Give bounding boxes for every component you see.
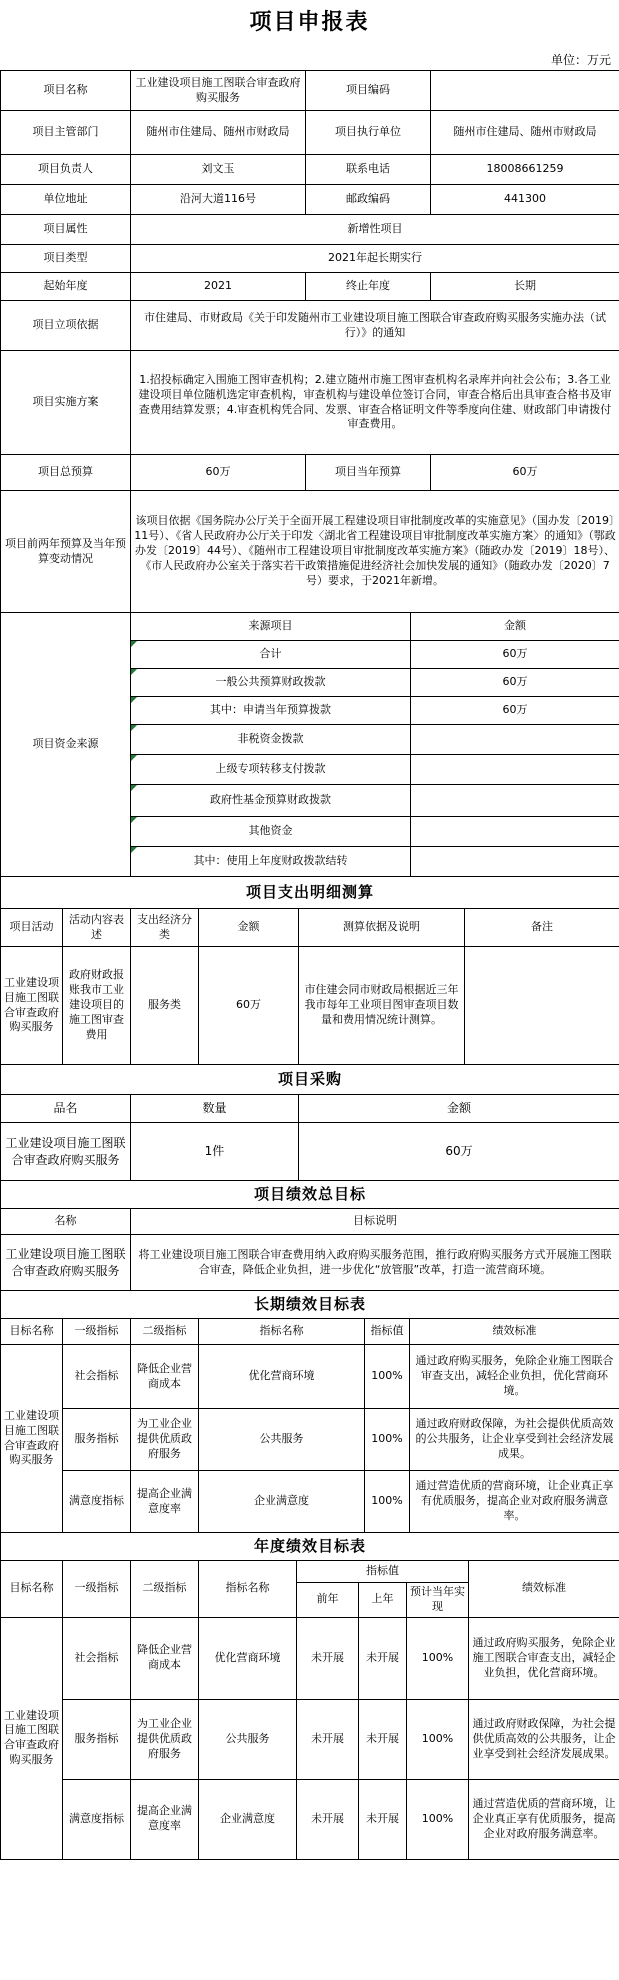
funds-row-item: 其中：申请当年预算拨款 — [131, 697, 411, 725]
annual-prev2: 未开展 — [297, 1779, 359, 1859]
performance-goal-desc: 将工业建设项目施工图联合审查费用纳入政府购买服务范围，推行政府购买服务方式开展施工图联合审查，降低企业负担，进一步优化“放管服”改革，打造一流营商环境。 — [131, 1235, 619, 1291]
expense-activity: 工业建设项目施工图联合审查政府购买服务 — [1, 947, 63, 1065]
annual-target-table — [0, 1532, 619, 1860]
annual-header-name: 指标名称 — [199, 1561, 297, 1618]
zip-value: 441300 — [431, 185, 619, 215]
longterm-target-name: 工业建设项目施工图联合审查政府购买服务 — [1, 1345, 63, 1533]
longterm-header-l2: 二级指标 — [131, 1319, 199, 1345]
type-value: 2021年起长期实行 — [131, 245, 619, 273]
annual-subheader-prev1: 上年 — [359, 1583, 407, 1618]
longterm-l2: 为工业企业提供优质政府服务 — [131, 1409, 199, 1471]
performance-header-desc: 目标说明 — [131, 1209, 619, 1235]
annual-header-value: 指标值 — [297, 1561, 469, 1583]
expense-content: 政府财政报账我市工业建设项目的施工图审查费用 — [63, 947, 131, 1065]
longterm-value: 100% — [365, 1345, 410, 1409]
zip-label: 邮政编码 — [306, 185, 431, 215]
annual-header-target: 目标名称 — [1, 1561, 63, 1618]
funds-row-amount — [411, 817, 619, 847]
procurement-item-name: 工业建设项目施工图联合审查政府购买服务 — [1, 1123, 131, 1181]
funds-row-amount — [411, 755, 619, 785]
expense-section-title: 项目支出明细测算 — [1, 877, 619, 909]
performance-goal-table — [0, 1180, 619, 1291]
project-code-label: 项目编码 — [306, 71, 431, 111]
annual-header-std: 绩效标准 — [469, 1561, 619, 1618]
phone-value: 18008661259 — [431, 155, 619, 185]
funds-row-amount: 60万 — [411, 697, 619, 725]
dept-value: 随州市住建局、随州市财政局 — [131, 111, 306, 155]
owner-label: 项目负责人 — [1, 155, 131, 185]
funds-row-item: 上级专项转移支付拨款 — [131, 755, 411, 785]
longterm-header-name: 指标名称 — [199, 1319, 365, 1345]
longterm-std: 通过政府财政保障，为社会提供优质高效的公共服务，让企业享受到社会经济发展成果。 — [410, 1409, 619, 1471]
funds-source-header: 来源项目 — [131, 613, 411, 641]
annual-prev1: 未开展 — [359, 1779, 407, 1859]
annual-subheader-prev2: 前年 — [297, 1583, 359, 1618]
annual-std: 通过营造优质的营商环境，让企业真正享有优质服务，提高企业对政府服务满意率。 — [469, 1779, 619, 1859]
budget-change-value: 该项目依据《国务院办公厅关于全面开展工程建设项目审批制度改革的实施意见》（国办发〔2019〕11号）、《省人民政府办公厅关于印发〈湖北省工程建设项目审批制度改革实施方案〉的通知》（鄂政办发〔2019〕44号）、《随州市工程建设项目审批制度改革实施方案》（随政办发〔2019〕18号）、《市人民政府办公室关于落实若干政策措施促进经济社会加快发展的通知》（随政办发〔2020〕7号）要求，于2021年新增。 — [131, 491, 619, 613]
type-label: 项目类型 — [1, 245, 131, 273]
longterm-l1: 服务指标 — [63, 1409, 131, 1471]
annual-indicator: 公共服务 — [199, 1699, 297, 1779]
expense-header-category: 支出经济分类 — [131, 909, 199, 947]
expense-header-note: 备注 — [465, 909, 619, 947]
longterm-l2: 降低企业营商成本 — [131, 1345, 199, 1409]
attr-label: 项目属性 — [1, 215, 131, 245]
exec-unit-value: 随州市住建局、随州市财政局 — [431, 111, 619, 155]
funds-table — [0, 612, 619, 877]
annual-prev1: 未开展 — [359, 1699, 407, 1779]
annual-l1: 满意度指标 — [63, 1779, 131, 1859]
performance-goal-name: 工业建设项目施工图联合审查政府购买服务 — [1, 1235, 131, 1291]
plan-value: 1.招投标确定入围施工图审查机构；2.建立随州市施工图审查机构名录库并向社会公布；3.各工业建设项目单位随机选定审查机构，审查机构与建设单位签订合同，审查合格后出具审查合格书及审查费用结算发票；4.审查机构凭合同、发票、审查合格证明文件等季度向住建、财政部门申请拨付审查费用。 — [131, 351, 619, 455]
longterm-std: 通过政府购买服务，免除企业施工图联合审查支出，减轻企业负担，优化营商环境。 — [410, 1345, 619, 1409]
total-budget-value: 60万 — [131, 455, 306, 491]
annual-current: 100% — [407, 1699, 469, 1779]
dept-label: 项目主管部门 — [1, 111, 131, 155]
procurement-header-name: 品名 — [1, 1095, 131, 1123]
funds-row-amount: 60万 — [411, 641, 619, 669]
funds-row-item: 合计 — [131, 641, 411, 669]
procurement-table — [0, 1064, 619, 1181]
expense-header-activity: 项目活动 — [1, 909, 63, 947]
procurement-section-title: 项目采购 — [1, 1065, 619, 1095]
performance-section-title: 项目绩效总目标 — [1, 1181, 619, 1209]
project-name-value: 工业建设项目施工图联合审查政府购买服务 — [131, 71, 306, 111]
annual-prev2: 未开展 — [297, 1617, 359, 1699]
longterm-indicator: 公共服务 — [199, 1409, 365, 1471]
longterm-l1: 社会指标 — [63, 1345, 131, 1409]
longterm-std: 通过营造优质的营商环境，让企业真正享有优质服务，提高企业对政府服务满意率。 — [410, 1471, 619, 1533]
expense-table — [0, 876, 619, 1065]
funds-row-item: 非税资金拨款 — [131, 725, 411, 755]
annual-subheader-current: 预计当年实现 — [407, 1583, 469, 1618]
funds-row-amount — [411, 785, 619, 817]
budget-change-label: 项目前两年预算及当年预算变动情况 — [1, 491, 131, 613]
longterm-indicator: 企业满意度 — [199, 1471, 365, 1533]
expense-header-basis: 测算依据及说明 — [299, 909, 465, 947]
expense-basis: 市住建会同市财政局根据近三年我市每年工业项目图审查项目数量和费用情况统计测算。 — [299, 947, 465, 1065]
owner-value: 刘文玉 — [131, 155, 306, 185]
plan-label: 项目实施方案 — [1, 351, 131, 455]
longterm-header-target: 目标名称 — [1, 1319, 63, 1345]
annual-l2: 降低企业营商成本 — [131, 1617, 199, 1699]
longterm-l1: 满意度指标 — [63, 1471, 131, 1533]
longterm-l2: 提高企业满意度率 — [131, 1471, 199, 1533]
funds-source-label: 项目资金来源 — [1, 613, 131, 877]
annual-prev2: 未开展 — [297, 1699, 359, 1779]
year-budget-label: 项目当年预算 — [306, 455, 431, 491]
longterm-value: 100% — [365, 1471, 410, 1533]
expense-amount: 60万 — [199, 947, 299, 1065]
annual-indicator: 企业满意度 — [199, 1779, 297, 1859]
annual-header-l2: 二级指标 — [131, 1561, 199, 1618]
longterm-value: 100% — [365, 1409, 410, 1471]
funds-row-amount — [411, 725, 619, 755]
phone-label: 联系电话 — [306, 155, 431, 185]
annual-target-name: 工业建设项目施工图联合审查政府购买服务 — [1, 1617, 63, 1859]
longterm-header-std: 绩效标准 — [410, 1319, 619, 1345]
annual-std: 通过政府财政保障，为社会提供优质高效的公共服务，让企业享受到社会经济发展成果。 — [469, 1699, 619, 1779]
attr-value: 新增性项目 — [131, 215, 619, 245]
address-value: 沿河大道116号 — [131, 185, 306, 215]
procurement-header-amount: 金额 — [299, 1095, 619, 1123]
annual-indicator: 优化营商环境 — [199, 1617, 297, 1699]
document-title: 项目申报表 — [249, 10, 370, 35]
expense-header-content: 活动内容表述 — [63, 909, 131, 947]
expense-category: 服务类 — [131, 947, 199, 1065]
funds-row-item: 其他资金 — [131, 817, 411, 847]
total-budget-label: 项目总预算 — [1, 455, 131, 491]
project-code-value — [431, 71, 619, 111]
funds-row-amount: 60万 — [411, 669, 619, 697]
address-label: 单位地址 — [1, 185, 131, 215]
end-year-label: 终止年度 — [306, 273, 431, 301]
longterm-indicator: 优化营商环境 — [199, 1345, 365, 1409]
annual-current: 100% — [407, 1779, 469, 1859]
longterm-target-table — [0, 1290, 619, 1533]
annual-l1: 服务指标 — [63, 1699, 131, 1779]
funds-row-item: 其中：使用上年度财政拨款结转 — [131, 847, 411, 877]
funds-row-item: 一般公共预算财政拨款 — [131, 669, 411, 697]
expense-header-amount: 金额 — [199, 909, 299, 947]
funds-amount-header: 金额 — [411, 613, 619, 641]
longterm-header-value: 指标值 — [365, 1319, 410, 1345]
basic-info-table — [0, 70, 619, 613]
longterm-section-title: 长期绩效目标表 — [1, 1291, 619, 1319]
annual-section-title: 年度绩效目标表 — [1, 1533, 619, 1561]
basis-label: 项目立项依据 — [1, 301, 131, 351]
annual-l2: 提高企业满意度率 — [131, 1779, 199, 1859]
longterm-header-l1: 一级指标 — [63, 1319, 131, 1345]
annual-prev1: 未开展 — [359, 1617, 407, 1699]
procurement-item-qty: 1件 — [131, 1123, 299, 1181]
start-year-label: 起始年度 — [1, 273, 131, 301]
end-year-value: 长期 — [431, 273, 619, 301]
exec-unit-label: 项目执行单位 — [306, 111, 431, 155]
expense-note — [465, 947, 619, 1065]
annual-current: 100% — [407, 1617, 469, 1699]
annual-header-l1: 一级指标 — [63, 1561, 131, 1618]
basis-value: 市住建局、市财政局《关于印发随州市工业建设项目施工图联合审查政府购买服务实施办法（试行）》的通知 — [131, 301, 619, 351]
annual-std: 通过政府购买服务，免除企业施工图联合审查支出，减轻企业负担，优化营商环境。 — [469, 1617, 619, 1699]
annual-l2: 为工业企业提供优质政府服务 — [131, 1699, 199, 1779]
procurement-item-amount: 60万 — [299, 1123, 619, 1181]
unit-label: 单位：万元 — [550, 53, 611, 67]
start-year-value: 2021 — [131, 273, 306, 301]
funds-row-item: 政府性基金预算财政拨款 — [131, 785, 411, 817]
annual-l1: 社会指标 — [63, 1617, 131, 1699]
year-budget-value: 60万 — [431, 455, 619, 491]
funds-row-amount — [411, 847, 619, 877]
project-name-label: 项目名称 — [1, 71, 131, 111]
performance-header-name: 名称 — [1, 1209, 131, 1235]
procurement-header-qty: 数量 — [131, 1095, 299, 1123]
